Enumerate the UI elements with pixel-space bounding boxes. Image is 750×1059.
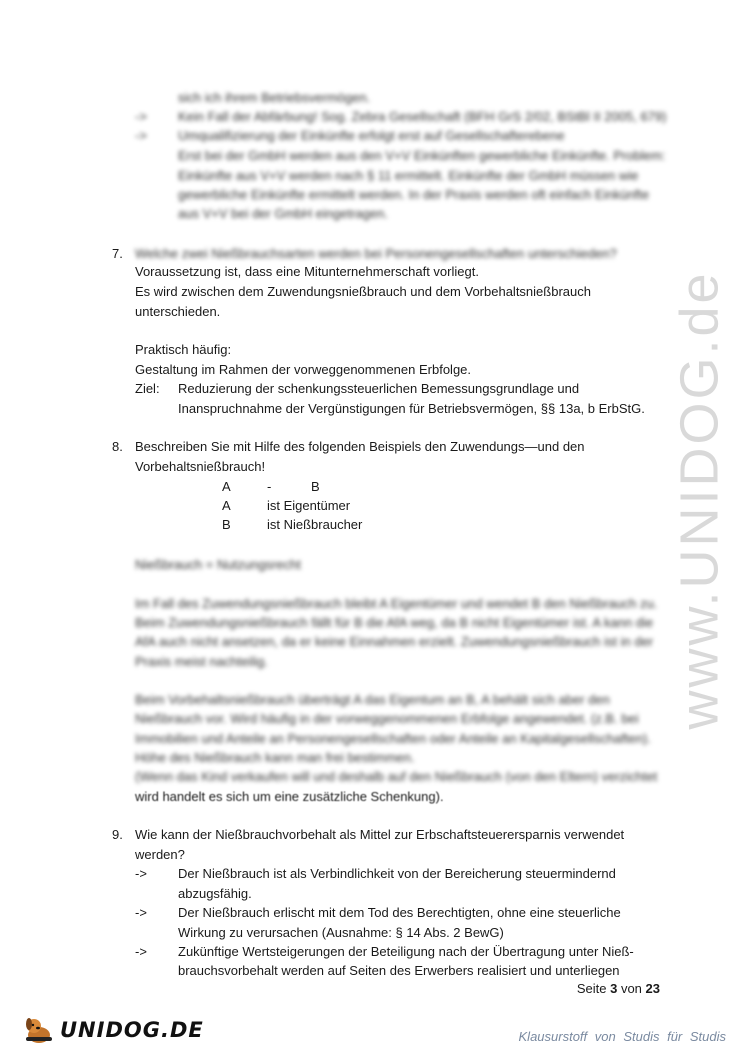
question-text: Welche zwei Nießbrauchsarten werden bei Personengesellschaften unterschieden? xyxy=(135,246,617,261)
answer-line: Voraussetzung ist, dass eine Mitunternehmerschaft vorliegt. xyxy=(135,264,479,279)
example-cell: - xyxy=(267,479,272,494)
list-item-line: brauchsvorbehalt werden auf Seiten des Erwerbers realisiert und unterliegen xyxy=(178,963,620,978)
logo-text: UNIDOG.DE xyxy=(60,1018,204,1042)
goal-label: Ziel: xyxy=(135,381,160,396)
arrow-marker: -> xyxy=(135,944,147,959)
blurred-line: (Wenn das Kind verkaufen will und deshalb auf den Nießbrauch (von den Eltern) verzichtet xyxy=(135,769,658,784)
page-current: 3 xyxy=(610,981,618,996)
page-mid: von xyxy=(617,981,646,996)
answer-line: wird handelt es sich um eine zusätzliche Schenkung). xyxy=(135,789,444,804)
blurred-line: Praxis meist nachteilig. xyxy=(135,654,268,669)
question-number: 7. xyxy=(112,246,123,261)
example-cell: ist Nießbraucher xyxy=(267,517,363,532)
question-text: Vorbehaltsnießbrauch! xyxy=(135,459,266,474)
example-cell: A xyxy=(222,498,231,513)
blurred-line: Umqualifizierung der Einkünfte erfolgt erst auf Gesellschafterebene xyxy=(178,128,565,143)
goal-line: Reduzierung der schenkungssteuerlichen Bemessungsgrundlage und xyxy=(178,381,580,396)
question-number: 9. xyxy=(112,827,123,842)
footer-slogan: Klausurstoff von Studis für Studis xyxy=(518,1029,726,1044)
list-item-line: Zukünftige Wertsteigerungen der Beteiligung nach der Übertragung unter Nieß- xyxy=(178,944,634,959)
blurred-line: Immobilien und Anteile an Personengesellschaften oder Anteile an Kapitalgesellschaften). xyxy=(135,731,652,746)
blurred-line: Höhe des Nießbrauch kann man frei bestimmen. xyxy=(135,750,415,765)
blurred-line: sich ich ihrem Betriebsvermögen. xyxy=(178,90,371,105)
goal-line: Inanspruchnahme der Vergünstigungen für Betriebsvermögen, §§ 13a, b ErbStG. xyxy=(178,401,645,416)
practical-text: Gestaltung im Rahmen der vorweggenommenen Erbfolge. xyxy=(135,362,472,377)
arrow-marker: -> xyxy=(135,109,147,124)
blurred-line: Nießbrauch vor. Wird häufig in der vorweggenommenen Erbfolge angewendet. (z.B. bei xyxy=(135,711,639,726)
page-number xyxy=(577,981,660,996)
answer-line: unterschieden. xyxy=(135,304,221,319)
blurred-line: Beim Vorbehaltsnießbrauch überträgt A das Eigentum an B, A behält sich aber den xyxy=(135,692,610,707)
blurred-line: Kein Fall der Abfärbung! Sog. Zebra Gesellschaft (BFH GrS 2/02, BStBl II 2005, 679) xyxy=(178,109,667,124)
blurred-line: Nießbrauch = Nutzungsrecht xyxy=(135,557,301,572)
arrow-marker: -> xyxy=(135,128,147,143)
page-prefix: Seite xyxy=(576,981,611,996)
blurred-line: Einkünfte aus V+V werden nach § 11 ermittelt. Einkünfte der GmbH müssen wie xyxy=(178,168,639,183)
example-cell: B xyxy=(222,517,231,532)
arrow-marker: -> xyxy=(135,905,147,920)
question-text: Beschreiben Sie mit Hilfe des folgenden Beispiels den Zuwendungs—und den xyxy=(135,439,585,454)
blurred-line: aus V+V bei der GmbH eingetragen. xyxy=(178,206,388,221)
example-cell: ist Eigentümer xyxy=(267,498,351,513)
question-number: 8. xyxy=(112,439,123,454)
list-item-line: Wirkung zu verursachen (Ausnahme: § 14 Abs. 2 BewG) xyxy=(178,925,504,940)
blurred-line: Im Fall des Zuwendungsnießbrauch bleibt A Eigentümer und wendet B den Nießbrauch zu. xyxy=(135,596,658,611)
answer-line: Es wird zwischen dem Zuwendungsnießbrauch und dem Vorbehaltsnießbrauch xyxy=(135,284,591,299)
list-item-line: Der Nießbrauch ist als Verbindlichkeit von der Bereicherung steuermindernd xyxy=(178,866,616,881)
watermark: www.UNIDOG.de xyxy=(670,270,730,730)
practical-label: Praktisch häufig: xyxy=(135,342,232,357)
question-text: werden? xyxy=(135,847,185,862)
question-text: Wie kann der Nießbrauchvorbehalt als Mittel zur Erbschaftsteuerersparnis verwendet xyxy=(135,827,625,842)
list-item-line: Der Nießbrauch erlischt mit dem Tod des Berechtigten, ohne eine steuerliche xyxy=(178,905,621,920)
blurred-line: Erst bei der GmbH werden aus den V+V Einkünften gewerbliche Einkünfte. Problem: xyxy=(178,148,666,163)
unidog-logo xyxy=(22,1012,204,1048)
list-item-line: abzugsfähig. xyxy=(178,886,252,901)
example-cell: A xyxy=(222,479,231,494)
page-total: 23 xyxy=(645,981,660,996)
blurred-line: AfA auch nicht ansetzen, da er keine Einnahmen erzielt. Zuwendungsnießbrauch ist in der xyxy=(135,634,654,649)
example-cell: B xyxy=(311,479,320,494)
arrow-marker: -> xyxy=(135,866,147,881)
blurred-line: gewerbliche Einkünfte ermittelt werden. In der Praxis werden oft einfach Einkünfte xyxy=(178,187,650,202)
blurred-line: Beim Zuwendungsnießbrauch fällt für B die AfA weg, da B nicht Eigentümer ist. A kann die xyxy=(135,615,654,630)
dog-icon xyxy=(22,1013,56,1047)
